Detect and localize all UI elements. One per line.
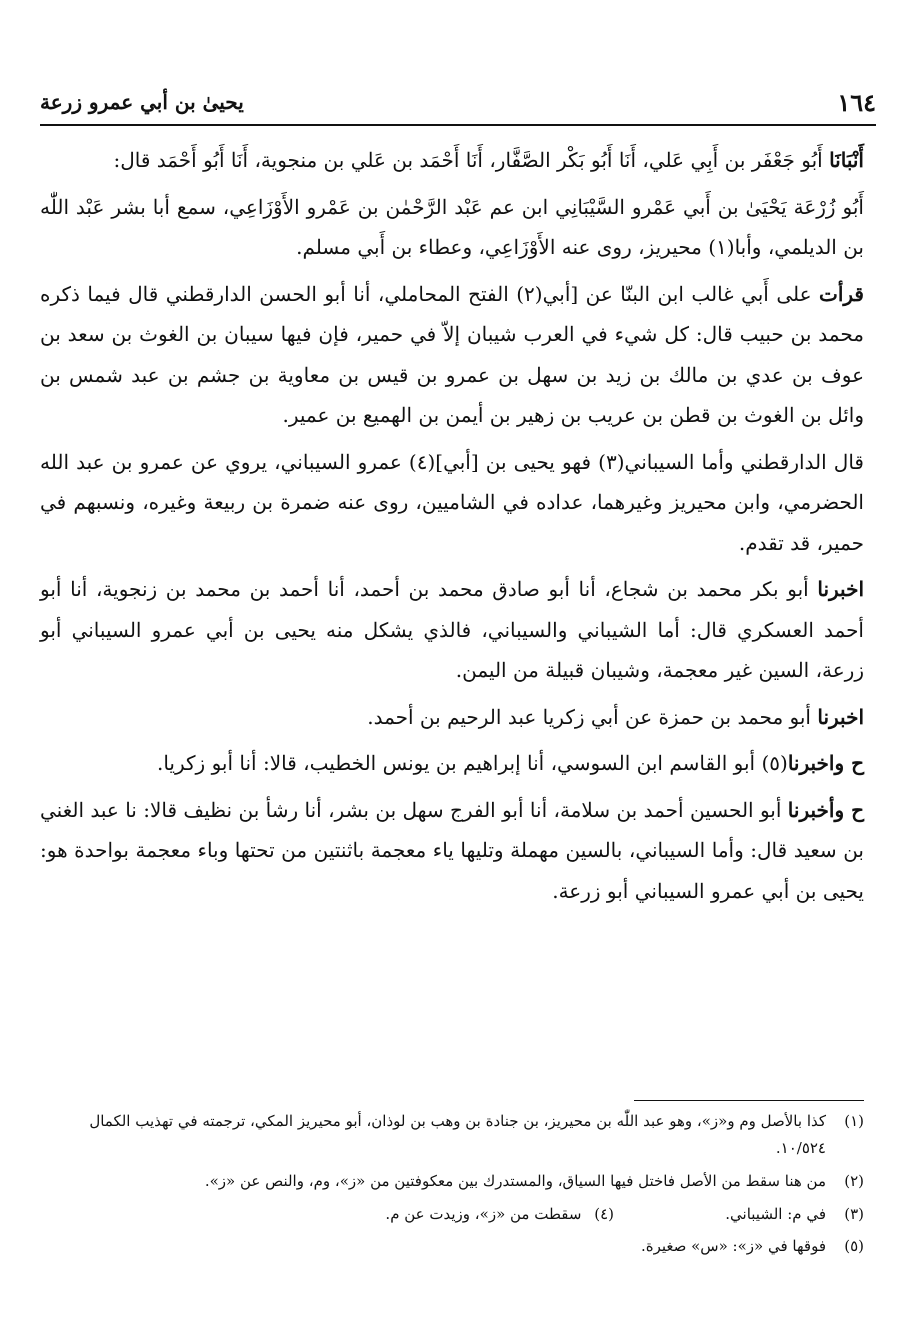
footnote-text: كذا بالأصل وم و«ز»، وهو عبد اللّٰه بن محيريز، بن جنادة بن وهب بن لوذان، أبو محيريز المكي، ترجمته في تهذيب الكمال ١٠/٥٢٤. (89, 1112, 826, 1157)
paragraph-lead: ح وأخبرنا (787, 797, 864, 822)
paragraph (40, 743, 864, 784)
paragraph-lead: قرأت (819, 281, 864, 306)
footnote (40, 1233, 864, 1260)
paragraph-text: أبو الحسين أحمد بن سلامة، أنا أبو الفرج سهل بن بشر، أنا رشأ بن نظيف قالا: نا عبد الغني بن سعيد قال: وأما السيباني، بالسين مهملة وتليها ياء معجمة باثنتين من تحتها وباء معجمة بواحدة هو: يحيى بن أبي عمرو السيباني أبو زرعة. (40, 797, 864, 903)
footnote (40, 1108, 864, 1162)
footnote-number: (١) (844, 1112, 864, 1130)
page-header (40, 88, 876, 122)
footnote (40, 1168, 864, 1195)
paragraph-text: قال الدارقطني وأما السيباني(٣) فهو يحيى بن [أبي](٤) عمرو السيباني، يروي عن عمرو بن عبد الله الحضرمي، وابن محيريز وغيرهما، عداده في الشاميين، روى عنه ضمرة بن ربيعة وغيره، ونسبهم في حمير، قد تقدم. (40, 449, 864, 555)
paragraph (40, 187, 864, 268)
footnotes (40, 1108, 864, 1260)
paragraph-text: (٥) أبو القاسم ابن السوسي، أنا إبراهيم بن يونس الخطيب، قالا: أنا أبو زكريا. (156, 751, 788, 775)
paragraph (40, 697, 864, 738)
page-number: ١٦٤ (837, 88, 876, 117)
paragraph-lead: اخبرنا (817, 577, 864, 601)
paragraph (40, 569, 864, 691)
footnote-number: (٤) (594, 1205, 614, 1223)
footnote-text: من هنا سقط من الأصل فاختل فيها السياق، والمستدرك بين معكوفتين من «ز»، وم، والنص عن «ز». (204, 1172, 826, 1190)
footnote-number: (٥) (844, 1237, 864, 1255)
paragraph-lead: أَنْبَانَا (829, 148, 864, 172)
footnote-number: (٣) (844, 1205, 864, 1223)
paragraph-text: أبو محمد بن حمزة عن أبي زكريا عبد الرحيم بن أحمد. (367, 704, 818, 729)
footnote-text: فوقها في «ز»: «س» صغيرة. (640, 1237, 826, 1255)
paragraph-text: أبو بكر محمد بن شجاع، أنا أبو صادق محمد بن أحمد، أنا أحمد بن محمد بن زنجوية، أنا أبو أحمد العسكري قال: أما الشيباني والسيباني، فالذي يشكل منه يحيى بن أبي عمرو السيباني أبو زرعة، السين غير معجمة، وشيبان قبيلة من اليمن. (40, 577, 864, 682)
paragraph (40, 274, 864, 436)
main-text (40, 140, 864, 917)
paragraph-text: أَبُو جَعْفَر بن أَبِي عَلي، أَنَا أَبُو بَكْر الصَّفَّار، أَنَا أَحْمَد بن عَلي بن منجوية، أَنَا أَبُو أَحْمَد قال: (113, 148, 830, 172)
footnote-number: (٢) (844, 1172, 864, 1190)
footnote-pair (40, 1201, 864, 1233)
paragraph (40, 140, 864, 181)
paragraph (40, 442, 864, 564)
footnote (385, 1201, 614, 1228)
running-title: يحيىٰ بن أبي عمرو زرعة (40, 90, 244, 114)
footnote-rule (634, 1100, 864, 1101)
header-rule (40, 124, 876, 126)
paragraph (40, 790, 864, 912)
footnote-text: سقطت من «ز»، وزيدت عن م. (385, 1205, 582, 1223)
paragraph-lead: اخبرنا (817, 704, 864, 729)
paragraph-text: أَبُو زُرْعَة يَحْيَىٰ بن أَبي عَمْرو السَّيْبَانِي ابن عم عَبْد الرَّحْمٰن بن عَمْرو الأَوْزَاعِي، سمع أبا بشر عَبْد اللّٰه بن الديلمي، وأبا(١) محيريز، روى عنه الأَوْزَاعِي، وعطاء بن أَبي مسلم. (40, 194, 864, 259)
paragraph-text: على أَبي غالب ابن البنّا عن [أبي(٢) الفتح المحاملي، أنا أبو الحسن الدارقطني قال فيما ذكره محمد بن حبيب قال: كل شيء في العرب شيبان إلاّ في حمير، فإن فيها سيبان بن الغوث بن سعد بن عوف بن عدي بن مالك بن زيد بن سهل بن عمرو بن قيس بن معاوية بن جشم بن عبد شمس بن وائل بن الغوث بن قطن بن عريب بن زهير بن أيمن بن الهميع بن عمير. (40, 281, 864, 427)
paragraph-lead: ح واخبرنا (787, 751, 864, 775)
footnote-text: في م: الشيباني. (725, 1205, 826, 1223)
